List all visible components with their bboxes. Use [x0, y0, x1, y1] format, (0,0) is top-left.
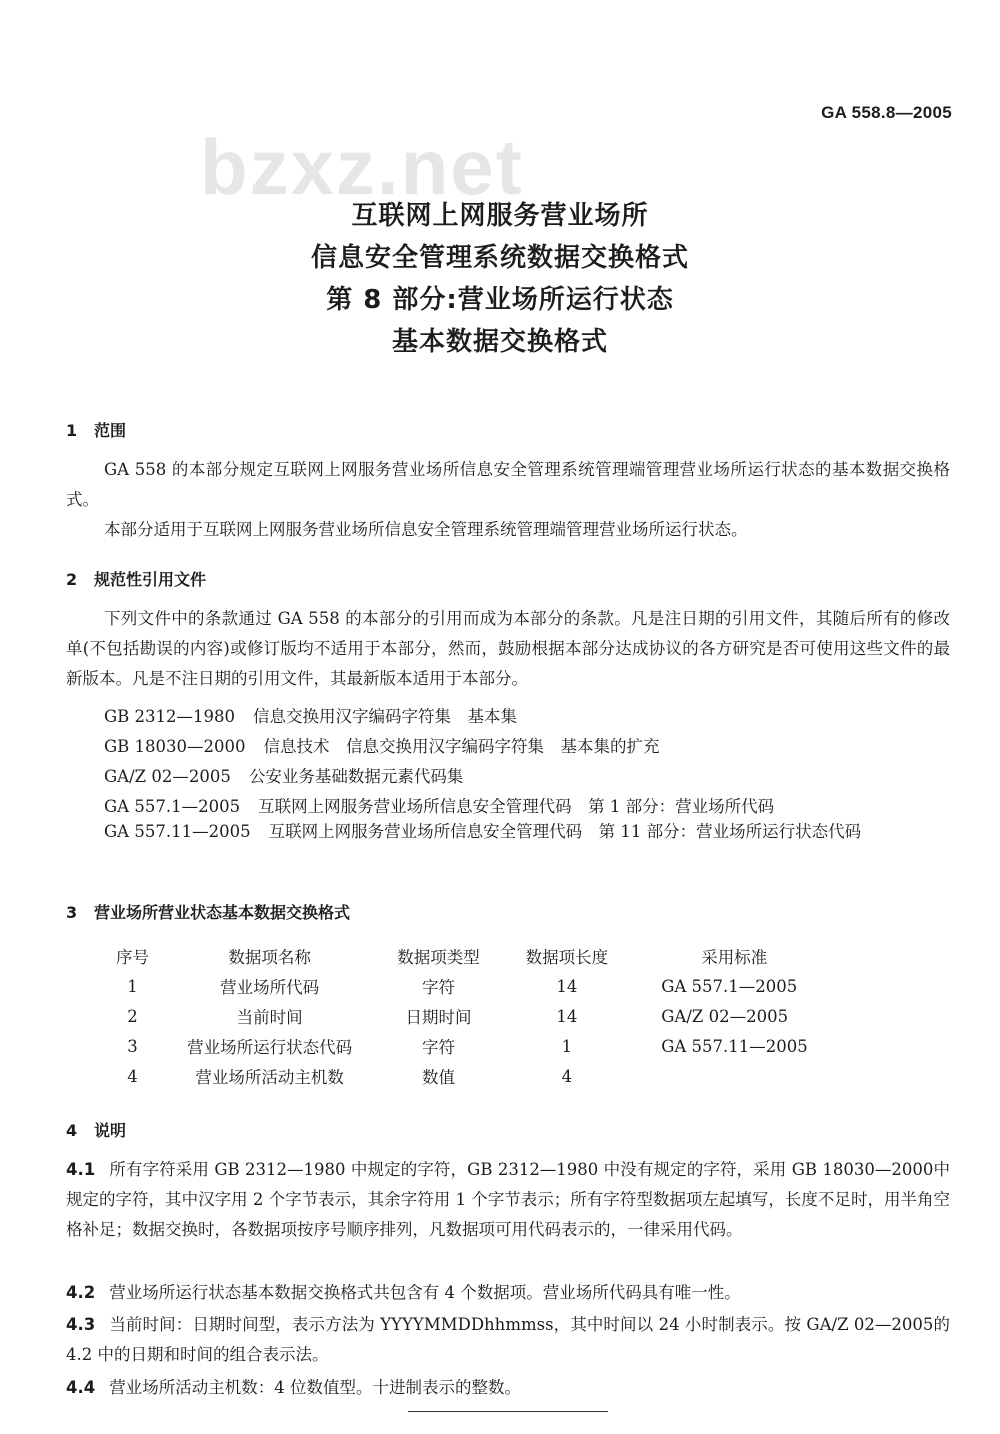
section-1-paragraph-1: GA 558 的本部分规定互联网上网服务营业场所信息安全管理系统管理端管理营业场所运行状态的基本数据交换格式。 — [66, 460, 950, 509]
note-text: 当前时间：日期时间型，表示方法为 YYYYMMDDhhmmss，其中时间以 24 小时制表示。按 GA/Z 02—2005的 4.2 中的日期和时间的组合表示法。 — [66, 1315, 950, 1364]
watermark: bzxz.net — [200, 123, 524, 211]
note-text: 所有字符采用 GB 2312—1980 中规定的字符，GB 2312—1980 中没有规定的字符，采用 GB 18030—2000中规定的字符，其中汉字用 2 个字节表示，其余字符用 1 个字节表示；所有字符型数据项左起填写，长度不足时，用半角空格补足；数据交换时，各数据项按序号顺序排列，凡数据项可用代码表示的，一律采用代码。 — [66, 1160, 950, 1239]
table-cell: 1 — [127, 976, 138, 996]
table-cell: 营业场所活动主机数 — [195, 1068, 344, 1087]
reference-item — [104, 733, 660, 757]
note-item — [66, 1155, 950, 1245]
section-title: 规范性引用文件 — [94, 570, 207, 589]
title-line-4: 基本数据交换格式 — [391, 327, 608, 357]
reference-title: 信息技术 信息交换用汉字编码字符集 基本集的扩充 — [263, 737, 660, 756]
end-rule — [408, 1411, 608, 1412]
table-cell: 营业场所代码 — [220, 978, 320, 997]
table-cell: 14 — [556, 1006, 578, 1026]
reference-code: GA 557.11—2005 — [104, 822, 251, 841]
section-3-heading — [66, 900, 350, 923]
header-cell: 序号 — [115, 948, 149, 967]
table-row — [100, 1001, 920, 1031]
table-cell: 1 — [561, 1036, 573, 1056]
section-1-heading — [66, 418, 126, 441]
title-line-3: 第 8 部分:营业场所运行状态 — [326, 285, 674, 315]
reference-item — [104, 793, 774, 817]
section-1-paragraph-2: 本部分适用于互联网上网服务营业场所信息安全管理系统管理端管理营业场所运行状态。 — [104, 520, 748, 539]
section-number: 1 — [66, 421, 78, 440]
reference-title: 互联网上网服务营业场所信息安全管理代码 第 1 部分：营业场所代码 — [258, 797, 775, 816]
note-number: 4.4 — [66, 1378, 96, 1397]
reference-item — [66, 817, 950, 847]
note-item — [66, 1278, 950, 1308]
reference-code: GB 2312—1980 — [104, 707, 236, 726]
note-number: 4.1 — [66, 1160, 96, 1179]
reference-title: 公安业务基础数据元素代码集 — [248, 767, 464, 786]
reference-code: GA/Z 02—2005 — [104, 767, 231, 786]
reference-item — [104, 763, 463, 787]
header-cell: 数据项类型 — [397, 948, 480, 967]
note-item — [66, 1373, 950, 1403]
table-cell: 数值 — [422, 1068, 456, 1087]
section-2-heading — [66, 567, 206, 590]
section-number: 4 — [66, 1121, 78, 1140]
section-2-paragraph: 下列文件中的条款通过 GA 558 的本部分的引用而成为本部分的条款。凡是注日期的引用文件，其随后所有的修改单(不包括勘误的内容)或修订版均不适用于本部分，然而，鼓励根据本部分达成协议的各方研究是否可使用这些文件的最新版本。凡是不注日期的引用文件，其最新版本适用于本部分。 — [66, 609, 950, 688]
table-cell — [631, 1061, 920, 1091]
data-format-table — [100, 941, 920, 1091]
reference-title: 信息交换用汉字编码字符集 基本集 — [253, 707, 518, 726]
section-4-heading — [66, 1118, 126, 1141]
table-cell: 3 — [127, 1036, 138, 1056]
document-title — [0, 195, 1000, 363]
section-title: 说明 — [94, 1121, 127, 1140]
note-text: 营业场所运行状态基本数据交换格式共包含有 4 个数据项。营业场所代码具有唯一性。 — [109, 1283, 741, 1302]
section-title: 范围 — [94, 421, 127, 440]
table-cell: 2 — [127, 1006, 138, 1026]
section-number: 2 — [66, 570, 78, 589]
header-cell: 数据项名称 — [228, 948, 311, 967]
table-cell: 4 — [127, 1066, 138, 1086]
table-cell: 14 — [556, 976, 578, 996]
reference-item — [104, 703, 517, 727]
note-text: 营业场所活动主机数：4 位数值型。十进制表示的整数。 — [109, 1378, 521, 1397]
table-cell: GA 557.11—2005 — [661, 1036, 808, 1056]
note-item — [66, 1310, 950, 1370]
section-number: 3 — [66, 903, 78, 922]
table-cell: GA/Z 02—2005 — [661, 1006, 789, 1026]
title-line-2: 信息安全管理系统数据交换格式 — [310, 243, 689, 273]
section-title: 营业场所营业状态基本数据交换格式 — [94, 903, 351, 922]
table-header-row — [100, 941, 920, 971]
table-cell: 当前时间 — [236, 1008, 303, 1027]
note-number: 4.3 — [66, 1315, 96, 1334]
table-row — [100, 971, 920, 1001]
title-line-1: 互联网上网服务营业场所 — [351, 201, 649, 231]
note-number: 4.2 — [66, 1283, 96, 1302]
header-cell: 数据项长度 — [525, 948, 609, 967]
table-cell: 字符 — [422, 1038, 456, 1057]
standard-code: GA 558.8—2005 — [821, 103, 952, 122]
table-cell: GA 557.1—2005 — [661, 976, 798, 996]
header-cell: 采用标准 — [701, 948, 768, 967]
table-cell: 4 — [561, 1066, 573, 1086]
table-row — [100, 1031, 920, 1061]
table-cell: 营业场所运行状态代码 — [187, 1038, 353, 1057]
table-cell: 字符 — [422, 978, 456, 997]
table-cell: 日期时间 — [405, 1008, 472, 1027]
reference-code: GA 557.1—2005 — [104, 797, 241, 816]
reference-title: 互联网上网服务营业场所信息安全管理代码 第 11 部分：营业场所运行状态代码 — [268, 822, 862, 841]
table-row — [100, 1061, 920, 1091]
reference-code: GB 18030—2000 — [104, 737, 246, 756]
